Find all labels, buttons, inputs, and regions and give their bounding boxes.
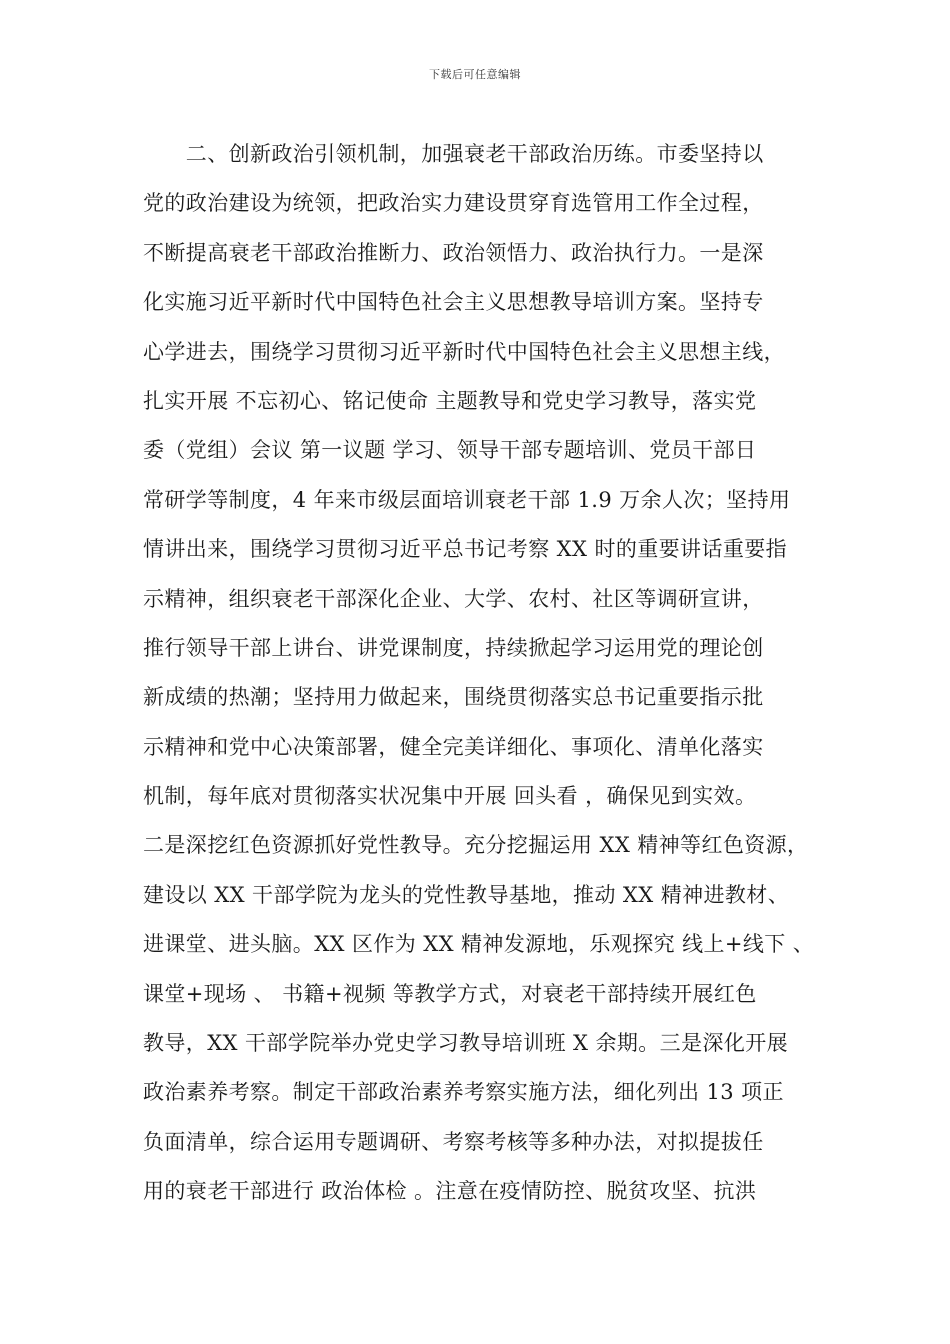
text-line: 二、创新政治引领机制，加强衰老干部政治历练。市委坚持以 [143, 142, 764, 166]
text-line: 负面清单，综合运用专题调研、考察考核等多种办法，对拟提拔任 [143, 1129, 764, 1154]
text-line: 不断提高衰老干部政治推断力、政治领悟力、政治执行力。一是深 [143, 240, 764, 265]
page-header: 下载后可任意编辑 [429, 68, 521, 81]
text-line: 情讲出来，围绕学习贯彻习近平总书记考察 XX 时的重要讲话重要指 [143, 537, 788, 562]
text-line: 政治素养考察。制定干部政治素养考察实施方法，细化列出 13 项正 [143, 1080, 784, 1105]
text-line: 常研学等制度，4 年来市级层面培训衰老干部 1.9 万余人次；坚持用 [143, 487, 791, 512]
text-line: 二是深挖红色资源抓好党性教导。充分挖掘运用 XX 精神等红色资源， [143, 833, 809, 858]
text-line: 示精神和党中心决策部署，健全完美详细化、事项化、清单化落实 [143, 734, 764, 759]
text-line: 教导，XX 干部学院举办党史学习教导培训班 X 余期。三是深化开展 [143, 1031, 789, 1056]
text-line: 心学进去，围绕学习贯彻习近平新时代中国特色社会主义思想主线， [143, 339, 785, 364]
text-line: 示精神，组织衰老干部深化企业、大学、农村、社区等调研宣讲， [143, 586, 764, 611]
text-line: 机制，每年底对贯彻落实状况集中开展 回头看 ，确保见到实效。 [143, 784, 757, 809]
text-line: 进课堂、进头脑。XX 区作为 XX 精神发源地，乐观探究 线上+线下 、 [143, 932, 815, 957]
text-line: 扎实开展 不忘初心、铭记使命 主题教导和党史学习教导，落实党 [143, 388, 757, 413]
text-line: 建设以 XX 干部学院为龙头的党性教导基地，推动 XX 精神进教材、 [143, 882, 790, 907]
text-line: 党的政治建设为统领，把政治实力建设贯穿育选管用工作全过程， [143, 191, 764, 216]
text-line: 用的衰老干部进行 政治体检 。注意在疫情防控、脱贫攻坚、抗洪 [143, 1179, 757, 1204]
text-line: 课堂+现场 、 书籍+视频 等教学方式，对衰老干部持续开展红色 [143, 981, 757, 1006]
text-line: 化实施习近平新时代中国特色社会主义思想教导培训方案。坚持专 [143, 290, 764, 315]
text-line: 新成绩的热潮；坚持用力做起来，围绕贯彻落实总书记重要指示批 [143, 685, 764, 710]
body-paragraph [143, 130, 813, 1217]
text-line: 委（党组）会议 第一议题 学习、领导干部专题培训、党员干部日 [143, 438, 757, 463]
text-line: 推行领导干部上讲台、讲党课制度，持续掀起学习运用党的理论创 [143, 635, 764, 660]
